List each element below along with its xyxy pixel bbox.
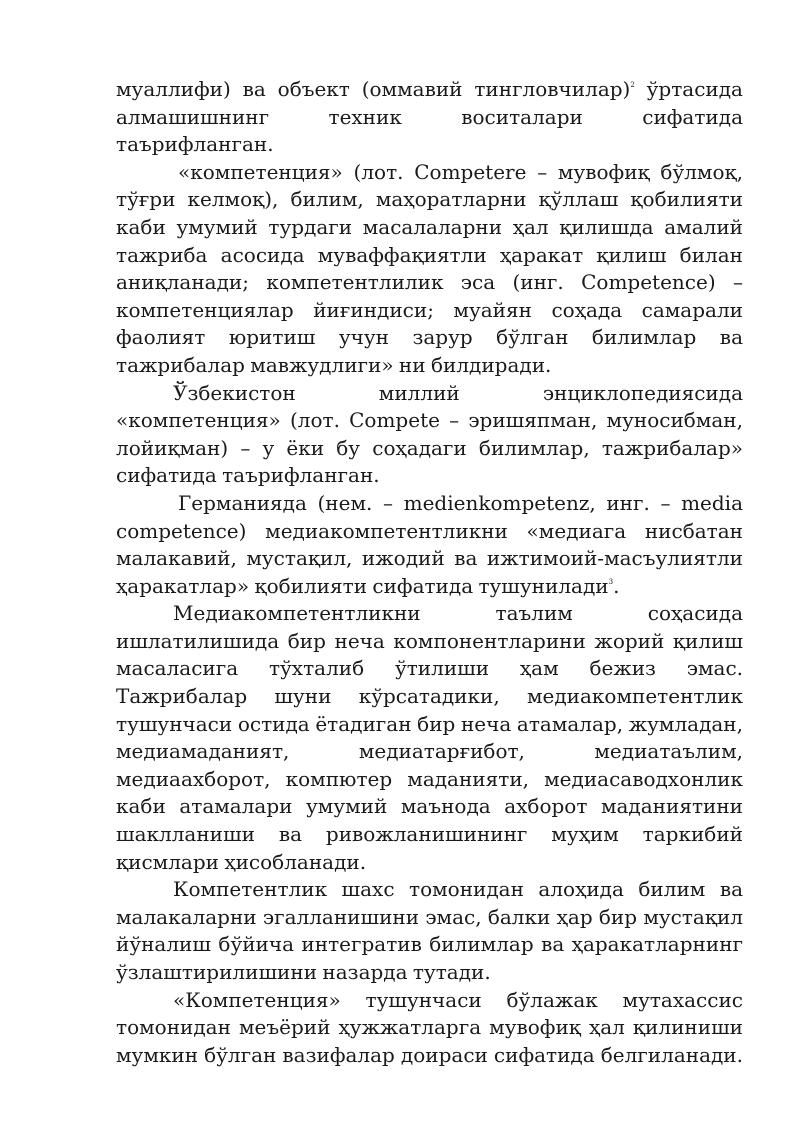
footnote-ref-2[interactable]: 2 — [630, 81, 635, 89]
document-page — [116, 76, 743, 1069]
paragraph-7-text: «Компетенция» тушунчаси бўлажак мутахассис томонидан меъёрий ҳужжатларга мувофиқ ҳал қилиниши мумкин бўлган вазифалар доираси сифатида белгиланади. — [116, 987, 743, 1067]
paragraph-3 — [116, 380, 743, 490]
paragraph-2-text: «компетенция» (лот. Competere – мувофиқ бўлмоқ, тўғри келмоқ), билим, маҳоратларни қўллаш қобилияти каби умумий турдаги масалаларни ҳал қилишда амалий тажриба асосида муваффақиятли ҳаракат қилиш билан аниқланади; компетентлилик эса (инг. Competence) – компетенциялар йиғиндиси; муайян соҳада самарали фаолият юритиш учун зарур бўлган билимлар ва тажрибалар мавжудлиги» ни билдиради. — [116, 159, 743, 377]
paragraph-2 — [116, 159, 743, 380]
paragraph-4-text: Германияда (нем. – medienkompetenz, инг. – media competence) медиакомпетентликни «медиага нисбатан малакавий, мустақил, ижодий ва ижтимоий-масъулиятли ҳаракатлар» қобилияти сифатида тушунилади — [116, 490, 743, 598]
paragraph-5-text: Медиакомпетентликни таълим соҳасида ишлатилишида бир неча компонентларини жорий қилиш масаласига тўхталиб ўтилиши ҳам бежиз эмас. Тажрибалар шуни кўрсатадики, медиакомпетентлик тушунчаси остида ётадиган бир неча атамалар, жумладан, медиамаданият, медиатарғибот, медиатаълим, медиаахборот, компютер маданияти, медиасаводхонлик каби атамалари умумий маънода ахборот маданиятини шаклланиши ва ривожланишининг муҳим таркибий қисмлари ҳисобланади. — [116, 601, 743, 874]
paragraph-6 — [116, 876, 743, 986]
paragraph-5 — [116, 600, 743, 876]
paragraph-1 — [116, 76, 743, 159]
paragraph-6-text: Компетентлик шахс томонидан алоҳида билим ва малакаларни эгалланишини эмас, балки ҳар бир мустақил йўналиш бўйича интегратив билимлар ва ҳаракатларнинг ўзлаштирилишини назарда тутади. — [116, 877, 743, 984]
paragraph-4 — [116, 490, 743, 600]
paragraph-7 — [116, 987, 743, 1070]
footnote-ref-3[interactable]: 3 — [608, 577, 614, 586]
paragraph-1-text-after: ўртасида алмашишнинг техник воситалари сифатида таърифланган. — [116, 77, 743, 157]
paragraph-1-text: муаллифи) ва объект (оммавий тингловчилар) — [116, 77, 631, 101]
paragraph-4-text-after: . — [613, 573, 620, 598]
paragraph-3-text: Ўзбекистон миллий энциклопедиясида «компетенция» (лот. Compete – эришяпман, муносибман, лойиқман) – у ёки бу соҳадаги билимлар, тажрибалар» сифатида таърифланган. — [116, 380, 743, 488]
